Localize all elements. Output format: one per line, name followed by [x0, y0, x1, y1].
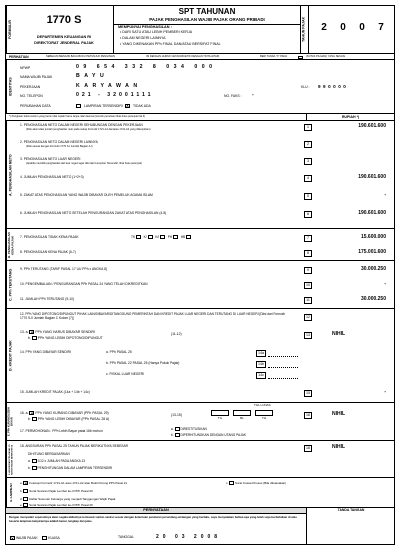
section-f [6, 441, 394, 478]
lampiran-checkbox[interactable] [229, 481, 234, 485]
restitusi-checkbox[interactable] [175, 427, 180, 431]
signature-box[interactable] [306, 508, 394, 545]
date-part-label: BL [240, 416, 244, 420]
perhatian-text: ISI DENGAN HURUF CETAK/DIKETIK DENGAN TINTA HITAM [146, 54, 220, 58]
row16a-checkbox[interactable]: X [30, 411, 34, 416]
lampiran-item: b. Surat Setoran Pajak Lembar ke-3 PPh Pasal 29 [20, 488, 93, 493]
section-a [6, 121, 394, 229]
pernyataan-text: Dengan menyadari sepenuhnya akan segala akibatnya termasuk sanksi-sanksi sesuai dengan ketentuan peraturan perundang-undangan yang berlaku, saya menyatakan bahwa apa yang telah saya beritahukan di atas beserta lampiran-lampirannya adalah benar, lengkap dan jelas. [9, 515, 297, 523]
header-left [6, 6, 114, 53]
form-title: SPT TAHUNAN [178, 7, 236, 16]
telp-label: NO. TELEPON [20, 94, 43, 98]
row-number: 13 [304, 332, 312, 339]
row-number: 14c [256, 372, 266, 379]
row-number: 16 [304, 412, 312, 419]
section-f-label: F. ANGSURAN PPh PASAL 25 TAHUN PAJAK BERIKUTNYA [6, 441, 16, 478]
row18-option-a: a. 1/12 x JUMLAH PADA ANGKA 13 [28, 458, 86, 463]
lampiran-checkbox[interactable] [23, 497, 28, 501]
row16b-checkbox[interactable] [32, 417, 37, 421]
year-digit: 2 [321, 22, 327, 33]
row-value[interactable]: - [384, 192, 386, 198]
perhatian-text: (KOTAK PILIHAN) YANG SESUAI [306, 54, 346, 58]
lampiran-item: a. X Fotokopi Formulir 1721-A1 atau 1721-A2 atau Bukti Potong PPh Pasal 21 [20, 480, 128, 486]
row-value[interactable]: - [384, 389, 386, 395]
row14a-value[interactable] [268, 356, 298, 357]
row-number: 14b [256, 361, 266, 368]
row-value[interactable]: NIHIL [332, 411, 346, 417]
perhatian-label: PERHATIAN [9, 54, 29, 59]
row-number: 4 [304, 175, 312, 182]
row-value[interactable]: 30.000.250 [360, 296, 386, 302]
row-text: 1. PENGHASILAN NETO DALAM NEGERI SEHUBUNGAN DENGAN PEKERJAAN [20, 123, 143, 127]
section-d [6, 309, 394, 403]
sample-checkbox [298, 56, 303, 60]
perubahan-checkbox[interactable] [76, 104, 81, 108]
identitas-section [6, 60, 394, 114]
row-subtext: (Diisi sesuai dengan Formulir 1770 S-I Jumlah Bagian A.I) [26, 145, 93, 148]
row-number: 9 [304, 267, 312, 274]
row-number: 18 [304, 445, 312, 452]
row-number: 5 [304, 193, 312, 200]
fax-label: NO. FAKS : [224, 94, 242, 98]
spt-form [5, 5, 395, 545]
identitas-label: IDENTITAS [6, 60, 16, 114]
row13a-checkbox[interactable]: X [30, 330, 34, 335]
income-item-2: • DALAM NEGERI LAINNYA [120, 36, 166, 40]
lampiran-label: LAMPIRAN TERSENDIRI [84, 104, 123, 108]
row17-option-b: b. DIPERHITUNGKAN DENGAN UTANG PAJAK [171, 432, 247, 437]
klu-label: KLU : [301, 85, 310, 89]
row-13b: b. PPh YANG LEBIH DIPOTONG/DIPUNGUT [28, 335, 103, 340]
lampiran-checkbox[interactable] [23, 489, 28, 493]
ttd-label: TANDA TANGAN [337, 508, 365, 512]
section-c-label: C. PPh TERUTANG [6, 261, 16, 309]
form-subtitle: PAJAK PENGHASILAN WAJIB PAJAK ORANG PRIBADI [114, 18, 300, 25]
pernyataan-section [6, 508, 394, 545]
row-text: 4. JUMLAH PENGHASILAN NETO (1+2+3) [20, 175, 84, 179]
row18a-checkbox[interactable] [32, 459, 37, 463]
tgl-lunas-label: TGL LUNAS [254, 403, 271, 407]
wp-checkbox[interactable]: X [11, 536, 14, 541]
row18b-checkbox[interactable] [32, 466, 37, 470]
row-value[interactable]: - [384, 281, 386, 287]
row-number: 8 [304, 250, 312, 257]
perhatian-strip [6, 53, 394, 60]
lampiran-checkbox[interactable] [23, 503, 28, 507]
formulir-label: FORMULIR [6, 6, 15, 53]
row-value[interactable]: NIHIL [332, 444, 346, 450]
row-text: 11. JUMLAH PPh TERUTANG (9-10) [20, 297, 75, 301]
tidak-ada-label: TIDAK ADA [133, 104, 151, 108]
nama-label: NAMA WAJIB PAJAK [20, 75, 53, 79]
klu-field[interactable]: 990000 [318, 84, 349, 89]
row-number: 3 [304, 158, 312, 165]
section-a-label: A. PENGHASILAN NETO [6, 121, 16, 229]
row-value[interactable]: 190.601.600 [358, 174, 386, 180]
diperhitungkan-checkbox[interactable] [175, 433, 180, 437]
lampiran-checkbox[interactable]: X [24, 481, 28, 486]
date-part-label: TG [217, 416, 223, 420]
row-text: 10. PENGEMBALIAN / PENGURANGAN PPh PASAL 24 YANG TELAH DIKREDITKAN [20, 282, 148, 286]
row14c-value[interactable] [268, 378, 298, 379]
row-16: 16. a. X PPh YANG KURANG DIBAYAR (PPh PASAL 29) [20, 410, 109, 416]
row-value[interactable]: 30.000.250 [360, 266, 386, 272]
nama-field[interactable]: BAYU [76, 73, 109, 79]
row-text: 2. PENGHASILAN NETO DALAM NEGERI LAINNYA [20, 140, 98, 144]
row18-option-b: b. PENGHITUNGAN DALAM LAMPIRAN TERSENDIRI [28, 465, 113, 470]
row17-option-a: a. DIRESTITUSIKAN [171, 426, 207, 431]
section-g [6, 478, 394, 508]
dept-line1: DEPARTEMEN KEUANGAN RI [36, 35, 92, 39]
rupiah-header: RUPIAH *) [306, 114, 394, 121]
row14b-value[interactable] [268, 367, 298, 368]
section-e [6, 403, 394, 441]
row-text: 14. PPh YANG DIBAYAR SENDIRI [20, 350, 71, 354]
date-part-label: TH [262, 416, 266, 420]
section-b [6, 229, 394, 261]
tanggal-label: TANGGAL [118, 535, 134, 539]
row-subtext: (Apabila memiliki penghasilan dari luar negeri agar diisi dari Lampiran Tersendiri, lihat buku petunjuk) [26, 162, 142, 165]
row-number: 7 [304, 235, 312, 242]
row-number: 12 [304, 314, 312, 321]
row-value[interactable]: 15.600.000 [360, 234, 386, 240]
tidak-ada-checkbox[interactable]: X [126, 104, 129, 108]
row-text: 3. PENGHASILAN NETO LUAR NEGERI [20, 157, 81, 161]
row-text: b. PPh PASAL 22 PASAL 25 (Hanya Pokok Pajak) [106, 361, 180, 365]
row-text: 9. PPh TERUTANG (TARIF PASAL 17 UU PPh x ANGKA 8) [20, 267, 108, 271]
row-value[interactable]: 190.601.600 [358, 210, 386, 216]
pekerjaan-field[interactable]: KARYAWAN [76, 83, 142, 89]
row-text: 17. PERMOHONAN : PPh Lebih Bayar pada 16b mohon [20, 429, 103, 433]
income-item-3: • YANG DIKENAKAN PPh FINAL DAN/ATAU BERSIFAT FINAL [120, 42, 221, 46]
row-subtext: DIHITUNG BERDASARKAN [28, 452, 70, 456]
income-head: MEMPUNYAI PENGHASILAN : [118, 25, 172, 29]
signer-options: X WAJIB PAJAK KUASA [11, 535, 60, 541]
section-e-label: E. PPh KURANG/LEBIH BAYAR [6, 403, 16, 441]
note-text: *) Pengisian kolom-kolom yang berisi nilai rupiah harus tanpa nilai desimal (contoh penulisan lihat buku petunjuk hal 3) [9, 114, 146, 118]
row-subtext: (Diisi akumulasi jumlah penghasilan neto pada setiap Formulir 1721-A1 dan/atau 1721-A2 yang dilampirkan) [26, 128, 151, 131]
lampiran-item: e. Surat Setoran Pajak Lembar ke-3 PPh Pasal 29 [20, 502, 93, 507]
row-text: 7. PENGHASILAN TIDAK KENA PAJAK [20, 235, 79, 239]
year-digit: 0 [359, 22, 365, 33]
income-item-1: • DARI SATU ATAU LEBIH PEMBERI KERJA [120, 30, 193, 34]
section-d-label: D. KREDIT PAJAK [6, 309, 16, 403]
row-text: 8. PENGHASILAN KENA PAJAK (6-7) [20, 250, 76, 254]
row-number: 1 [304, 124, 312, 131]
npwp-field[interactable]: 09 654 332 8 034 000 [76, 64, 217, 70]
section-g-label: G. LAMPIRAN [6, 478, 16, 508]
note-row [6, 114, 394, 121]
row-number: 6 [304, 211, 312, 218]
lampiran-item: c. Surat Kuasa Khusus (Bila dikuasakan) [226, 480, 287, 485]
row-value[interactable]: 175.001.600 [358, 249, 386, 255]
lampiran-item: d. Daftar Susunan Keluarga yang menjadi Tanggungan Wajib Pajak [20, 496, 116, 501]
telp-field[interactable]: 021 - 32001111 [76, 92, 154, 98]
row-number: 15 [304, 390, 312, 397]
row-number: 2 [304, 141, 312, 148]
row-text: 5. ZAKAT ATAS PENGHASILAN YANG WAJIB DIBAYAR OLEH PEMELUK AGAMA ISLAM [20, 193, 153, 197]
year-box [309, 6, 396, 53]
row-text: 15. JUMLAH KREDIT PAJAK (14a + 14b + 14c) [20, 390, 90, 394]
dept-line2: DIREKTORAT JENDERAL PAJAK [34, 41, 94, 45]
row-text: a. PPh PASAL 25 [106, 350, 132, 354]
row-text: 18. ANGSURAN PPh PASAL 25 TAHUN PAJAK BERIKUTNYA SEBESAR [20, 444, 129, 448]
row-number: 11 [304, 297, 312, 304]
row-16b: b. PPh YANG LEBIH DIBAYAR (PPh PASAL 28 A) [28, 416, 110, 421]
row-text: 12. PPh YANG DIPOTONG/DIPUNGUT PIHAK LAIN/DIBAYAR/DITANGGUNG PEMERINTAH DAN KREDIT PAJAK LUAR NEGERI DAN TERUTANG DI LUAR NEGERI [Diisi dari Formulir 1770 S-II Jumlah Bagian C Kolom (7)] [20, 312, 286, 321]
npwp-label: NPWP [20, 66, 31, 70]
row-number: 14a [256, 350, 266, 357]
section-c [6, 261, 394, 309]
perhatian-text: SEBELUM MENGISI BACA BUKU PETUNJUK PENGISIAN [46, 54, 115, 58]
kuasa-checkbox[interactable] [42, 536, 47, 540]
perubahan-label: PERUBAHAN DATA [20, 104, 51, 108]
year-digit: 0 [340, 22, 346, 33]
row16-formula: (13-15) [171, 413, 182, 417]
row-13: 13. a. X PPh YANG HARUS DIBAYAR SENDIRI [20, 329, 95, 335]
pernyataan-title: PERNYATAAN [6, 508, 306, 514]
row-number: 10 [304, 282, 312, 289]
pekerjaan-label: PEKERJAAN [20, 85, 41, 89]
row-text: 6. JUMLAH PENGHASILAN NETO SETELAH PENGURANGAN ZAKAT ATAS PENGHASILAN (4-5) [20, 211, 167, 215]
fax-field[interactable]: - [252, 92, 259, 98]
year-digit: 7 [378, 22, 384, 33]
row13-formula: (11-12) [171, 332, 182, 336]
header-center [114, 6, 300, 53]
form-code: 1770 S [46, 14, 82, 26]
row-value[interactable]: NIHIL [332, 331, 346, 337]
perhatian-text: BERI TANDA "X" PADA [260, 54, 288, 58]
section-b-label: B. PENGHASILAN KENA PAJAK [6, 229, 16, 261]
tahun-pajak-label: TAHUN PAJAK [300, 6, 309, 53]
row-text: c. FISKAL LUAR NEGERI [106, 372, 144, 376]
row-value[interactable]: 190.601.600 [358, 123, 386, 129]
ptkp-status: TK K/ K/I PH HB [131, 235, 191, 239]
row13b-checkbox[interactable] [32, 336, 37, 340]
tanggal-field[interactable]: 20 03 2008 [156, 534, 222, 540]
